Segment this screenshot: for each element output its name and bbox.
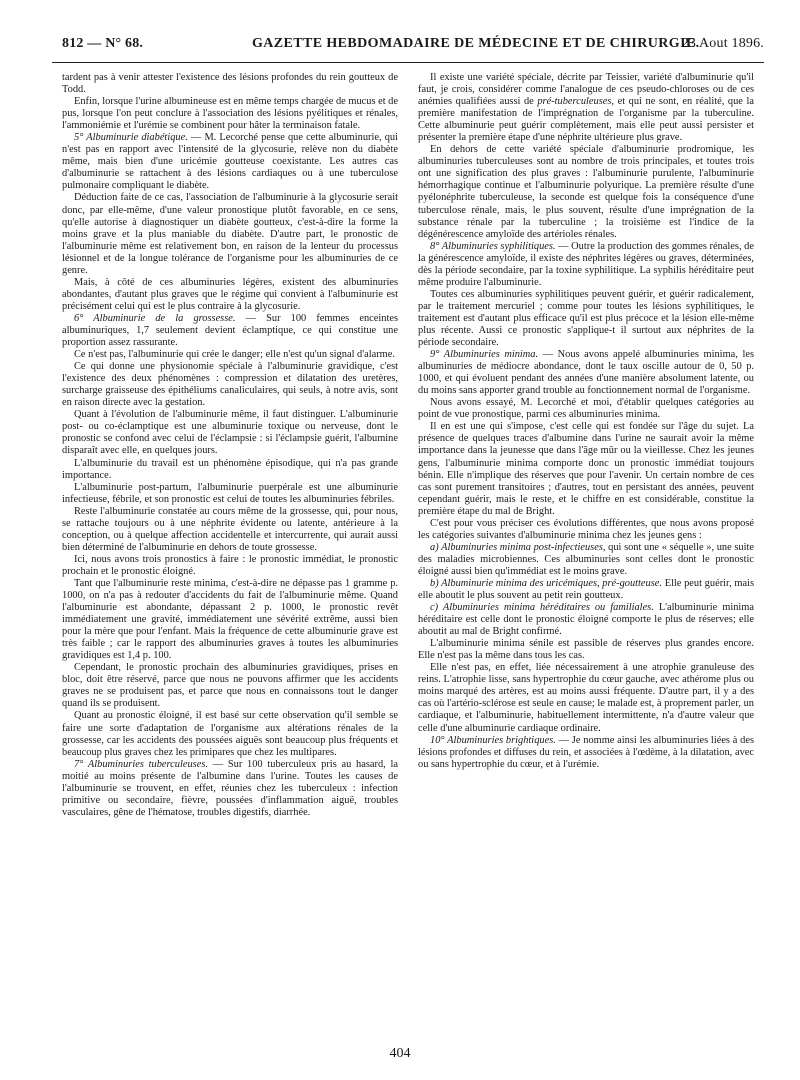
section-heading: 8° Albuminuries syphilitiques.: [430, 240, 556, 252]
left-column: [62, 72, 398, 1032]
paragraph-text: — Sur 100 tuberculeux pris au hasard, la moitié au moins présente de l'albumine dans l'urine. Toutes les causes de l'albuminurie se trouvent, en effet, réunies chez les tuberculeux : infection primitive ou secondaire, fièvre, poussées d'inflammation aiguë, troubles vasculaires, gêne de l'hématose, troubles digestifs, diarrhée.: [62, 758, 398, 818]
paragraph: Nous avons essayé, M. Lecorché et moi, d'établir quelques catégories au point de vue pronostique, parmi ces albuminuries minima.: [418, 397, 754, 421]
paragraph: Quant à l'évolution de l'albuminurie même, il faut distinguer. L'albuminurie post- ou co-éclamptique est une albuminurie toxique ou nerveuse, dont le pronostic se confond avec celui de l'éclampsie : si l'éclampsie guérit, l'albumine disparaît avec elle, en quelques jours.: [62, 409, 398, 457]
header-rule: [52, 62, 764, 63]
paragraph-text: — Sur 100 femmes enceintes albuminuriques, 1,7 seulement devient éclamptique, ce qui constitue une proportion assez rassurante.: [62, 312, 398, 349]
paragraph: Il en est une qui s'impose, c'est celle qui est fondée sur l'âge du sujet. La présence de quelques traces d'albumine dans l'urine ne saurait avoir la même importance dans la jeunesse que dans l'âge mûr ou la vieillesse. Chez les jeunes gens, l'albuminurie minima comporte donc un pronostic immédiat toujours bénin. Elle n'implique des réserves que pour l'avenir. Un certain nombre de ces cas sont purement transitoires ; d'autres, tout en persistant des années, peuvent cependant guérir, mais le reste, et le chiffre en est considérable, constitue la première étape du mal de Bright.: [418, 421, 754, 517]
paragraph: Quant au pronostic éloigné, il est basé sur cette observation qu'il semble se faire une sorte d'adaptation de l'organisme aux altérations rénales de la grossesse, car les accidents des poussées aiguës sont beaucoup plus fréquents et beaucoup plus graves chez les primipares que chez les multipares.: [62, 710, 398, 758]
section-heading: 10° Albuminuries brightiques.: [430, 734, 556, 746]
folio-number: 404: [389, 1046, 411, 1061]
paragraph-text: Elle peut guérir, mais elle aboutit le plus souvent au petit rein goutteux.: [418, 577, 754, 602]
paragraph: [418, 602, 754, 638]
section-heading: 6° Albuminurie de la grossesse.: [74, 312, 236, 324]
paragraph: Reste l'albuminurie constatée au cours même de la grossesse, qui, pour nous, se rattache toujours ou à une néphrite évidente ou latente, antérieure à la conception, ou à quelque affection accidentelle et intercurrente, qui aurait aussi bien déterminé de l'albuminurie en dehors de toute grossesse.: [62, 505, 398, 553]
paragraph: [62, 313, 398, 349]
paragraph-text: — Outre la production des gommes rénales, de la générescence amyloïde, il existe des néphrites légères ou graves, déterminées, dès la période secondaire, par la toxine syphilitique. La syphilis héréditaire peut même produire l'albuminurie.: [418, 240, 754, 288]
paragraph-text: — Je nomme ainsi les albuminuries liées à des lésions profondes et diffuses du rein, et associées à l'œdème, à la dilatation, avec ou sans hypertrophie du cœur, et à l'urémie.: [418, 734, 754, 770]
paragraph: [418, 349, 754, 397]
section-heading: b) Albuminurie minima des uricémiques, pré-goutteuse.: [430, 577, 662, 589]
paragraph: Elle n'est pas, en effet, liée nécessairement à une atrophie granuleuse des reins. L'atrophie lisse, sans hypertrophie du cœur gauche, avec athérome plus ou moins marqué des artères, est au moins aussi fréquente. D'autre part, il y a des cas où l'artério-sclérose est seule en cause; le malade est, à proprement parler, un cardiaque, et l'albuminurie, habituellement intermittente, n'a d'autre valeur que celle d'une albuminurie cardiaque ordinaire.: [418, 662, 754, 734]
section-heading: a) Albuminuries minima post-infectieuses,: [430, 541, 606, 553]
journal-title: GAZETTE HEBDOMADAIRE DE MÉDECINE ET DE CHIRURGIE.: [252, 36, 700, 51]
paragraph: Ici, nous avons trois pronostics à faire : le pronostic immédiat, le pronostic prochain et le pronostic éloigné.: [62, 553, 398, 577]
paragraph: C'est pour vous préciser ces évolutions différentes, que nous avons proposé les catégories suivantes d'albuminurie minima chez les jeunes gens :: [418, 517, 754, 541]
section-heading: 9° Albuminuries minima.: [430, 349, 539, 361]
paragraph: [418, 735, 754, 771]
paragraph-text: L'albuminurie minima héréditaire est celle dont le pronostic éloigné comporte le plus de réserves; elle aboutit au mal de Bright confirmé.: [418, 602, 754, 638]
paragraph: [62, 759, 398, 819]
paragraph-text: qui sont une « séquelle », une suite des maladies microbiennes. Ces albuminuries sont celles dont le pronostic éloigné aussi bien qu'immédiat est le moins grave.: [418, 541, 754, 577]
paragraph: L'albuminurie minima sénile est passible de réserves plus grandes encore. Elle n'est pas la même dans tous les cas.: [418, 638, 754, 662]
paragraph: Toutes ces albuminuries syphilitiques peuvent guérir, et guérir radicalement, par le traitement mercuriel ; comme pour toutes les lésions syphilitiques, le traitement est d'autant plus efficace qu'il est plus précoce et la lésion elle-même plus récente. Aussi ce pronostic s'applique-t il surtout aux néphrites de la période secondaire.: [418, 288, 754, 349]
paragraph: L'albuminurie du travail est un phénomène épisodique, qui n'a pas grande importance.: [62, 457, 398, 481]
italic-term: pré-tuberculeuses: [537, 96, 612, 108]
section-heading: c) Albuminuries minima héréditaires ou familiales.: [430, 602, 654, 614]
paragraph: [418, 72, 754, 144]
section-heading: 7° Albuminuries tuberculeuses.: [74, 758, 208, 770]
paragraph: L'albuminurie post-partum, l'albuminurie puerpérale est une albuminurie infectieuse, fébrile, et son pronostic est celui de toutes les albuminuries fébriles.: [62, 481, 398, 505]
paragraph-text: , et qui ne sont, en réalité, que la première manifestation de l'imprégnation de l'organisme par la tuberculine. Cette albuminurie peut guérir complètement, mais elle peut aussi persister et présenter la première étape d'une néphrite ultérieure plus grave.: [418, 96, 754, 144]
paragraph-text: — Nous avons appelé albuminuries minima, les albuminuries de médiocre abondance, dont le taux oscille autour de 0, 50 p. 1000, et qui évoluent pendant des années d'une manière absolument latente, ou du moins sans apporter grand trouble au fonctionnement normal de l'organisme.: [418, 349, 754, 397]
issue-date: 23 Aout 1896.: [681, 36, 764, 51]
paragraph: Enfin, lorsque l'urine albumineuse est en même temps chargée de mucus et de pus, lorsque l'on peut conclure à l'association des lésions pyélitiques et rénales, l'ammoniémie et l'urémie se combinent pour hâter la terminaison fatale.: [62, 96, 398, 132]
section-heading: 5° Albuminurie diabétique.: [74, 132, 188, 144]
page-number: 812 — N° 68.: [62, 36, 144, 51]
paragraph: Cependant, le pronostic prochain des albuminuries gravidiques, prises en bloc, doit être réservé, parce que nous ne pouvons affirmer que les accidents graves ne se produisent pas, et parce que nous en connaissons tout le danger quand ils se produisent.: [62, 662, 398, 710]
paragraph: [418, 241, 754, 289]
paragraph: [62, 132, 398, 192]
paragraph: tardent pas à venir attester l'existence des lésions profondes du rein goutteux de Todd.: [62, 72, 398, 96]
paragraph: Mais, à côté de ces albuminuries légères, existent des albuminuries abondantes, d'autant plus graves que le régime qui convient à l'albuminurie est précisément celui qui est le plus contraire à la glycosurie.: [62, 276, 398, 312]
paragraph: En dehors de cette variété spéciale d'albuminurie prodromique, les albuminuries tuberculeuses sont au nombre de trois principales, et toutes trois ont une signification des plus graves : l'albuminurie purulente, l'albuminurie hémorrhagique continue et l'albuminurie polyurique. La première résulte d'une pyélonéphrite tuberculeuse, la seconde est quelque fois la conséquence d'une tuberculose rénale, mais, le plus souvent, résulte d'une imprégnation de la substance rénale par la tuberculine ; la troisième est l'indice de la dégénérescence amyloïde des artérioles rénales.: [418, 144, 754, 240]
running-header: [52, 36, 764, 58]
paragraph: [418, 578, 754, 602]
paragraph: Tant que l'albuminurie reste minima, c'est-à-dire ne dépasse pas 1 gramme p. 1000, on n'a pas à redouter d'accidents du fait de l'albuminurie même. Quand l'albuminurie est abondante, dépassant 2 p. 1000, le pronostic revêt immédiatement une gravité, immédiatement une sévérité extrême, aussi bien pour la mère que pour l'enfant. Mais la fréquence de cette albuminurie grave est très faible ; car le rapport des albuminuries graves à toutes les albuminuries gravidiques est 1,4 p. 100.: [62, 577, 398, 662]
paragraph-text: Il existe une variété spéciale, décrite par Teissier, variété d'albuminurie qu'il faut, je crois, considérer comme l'analogue de ces pseudo-chloroses ou de ces anémies qualifiées aussi de: [418, 72, 754, 108]
paragraph: Ce qui donne une physionomie spéciale à l'albuminurie gravidique, c'est l'existence des deux phénomènes : compression et dilatation des uretères, surcharge graisseuse des épithéliums canaliculaires, qui seuls, à notre avis, sont en raison directe avec la gestation.: [62, 361, 398, 409]
paragraph: [418, 542, 754, 578]
paragraph: Déduction faite de ce cas, l'association de l'albuminurie à la glycosurie serait donc, par elle-même, d'une valeur pronostique plutôt favorable, en ce sens, qu'elle autorise à diagnostiquer un diabète goutteux, c'est-à-dire la forme la moins grave et la plus maniable du diabète. D'autre part, le pronostic de l'albuminurie même est relativement bon, en raison de la lenteur du processus lésionnel et de la longue tolérance de l'organisme pour les albuminuries de ce genre.: [62, 192, 398, 276]
right-column: [418, 72, 754, 1032]
paragraph-text: — M. Lecorché pense que cette albuminurie, qui n'est pas en rapport avec l'intensité de la glycosurie, relève non du diabète même, mais bien d'une uricémie goutteuse coexistante. Les autres cas d'albuminurie se rattachent à des lésions cardiaques ou à une tuberculose pulmonaire compliquant le diabète.: [62, 132, 398, 192]
paragraph: Ce n'est pas, l'albuminurie qui crée le danger; elle n'est qu'un signal d'alarme.: [74, 349, 395, 361]
